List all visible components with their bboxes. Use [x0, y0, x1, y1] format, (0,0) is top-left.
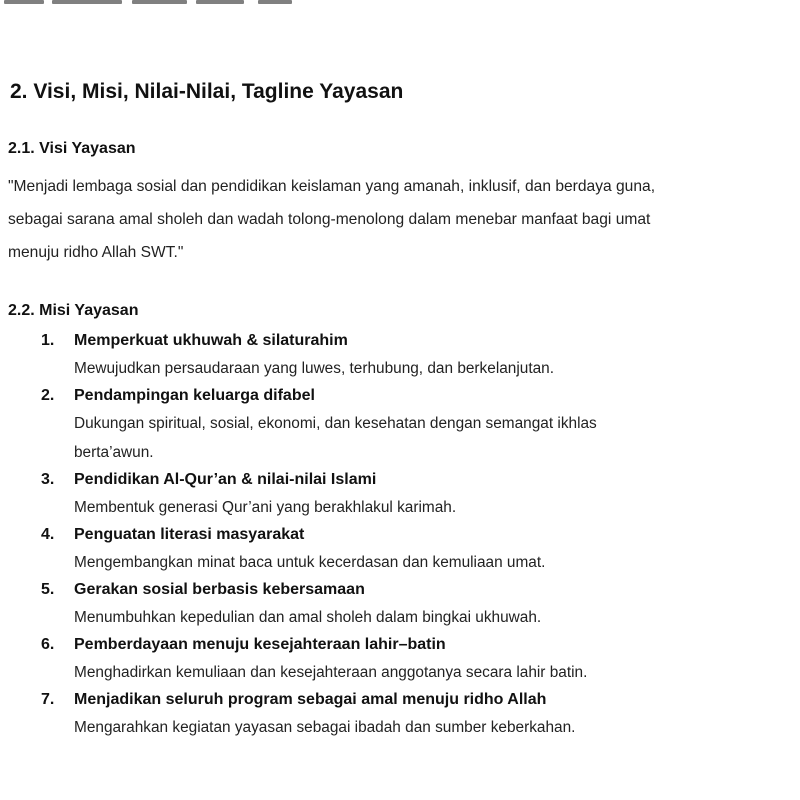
visi-title: 2.1. Visi Yayasan	[8, 140, 136, 157]
misi-item-description	[74, 409, 800, 467]
misi-desc-line: Dukungan spiritual, sosial, ekonomi, dan kesehatan dengan semangat ikhlas	[74, 415, 597, 432]
misi-item-description	[74, 493, 800, 522]
misi-item-number: 4.	[41, 526, 55, 543]
misi-list	[0, 328, 800, 742]
misi-item-heading: Pendampingan keluarga difabel	[74, 387, 315, 404]
misi-item-description	[74, 658, 800, 687]
misi-item-number: 2.	[41, 387, 55, 404]
misi-item-number: 7.	[41, 691, 55, 708]
misi-item-heading: Memperkuat ukhuwah & silaturahim	[74, 332, 348, 349]
misi-desc-line: Mewujudkan persaudaraan yang luwes, terhubung, dan berkelanjutan.	[74, 360, 555, 377]
misi-item-number: 3.	[41, 471, 55, 488]
misi-item	[0, 383, 800, 467]
misi-desc-line: Mengarahkan kegiatan yayasan sebagai ibadah dan sumber keberkahan.	[74, 719, 576, 736]
misi-item-heading: Penguatan literasi masyarakat	[74, 526, 305, 543]
visi-paragraph	[8, 170, 798, 269]
misi-item-heading: Gerakan sosial berbasis kebersamaan	[74, 581, 365, 598]
misi-item	[0, 687, 800, 742]
misi-item-heading: Menjadikan seluruh program sebagai amal menuju ridho Allah	[74, 691, 547, 708]
misi-item	[0, 467, 800, 522]
misi-item-number: 1.	[41, 332, 55, 349]
section-title: 2. Visi, Misi, Nilai-Nilai, Tagline Yayasan	[10, 80, 404, 103]
misi-desc-line: Menghadirkan kemuliaan dan kesejahteraan anggotanya secara lahir batin.	[74, 664, 588, 681]
misi-item	[0, 328, 800, 383]
misi-item-description	[74, 713, 800, 742]
misi-item-description	[74, 548, 800, 577]
misi-item	[0, 522, 800, 577]
visi-line: "Menjadi lembaga sosial dan pendidikan keislaman yang amanah, inklusif, dan berdaya guna,	[8, 178, 656, 195]
misi-item-number: 6.	[41, 636, 55, 653]
misi-desc-line: berta’awun.	[74, 444, 154, 461]
cropped-text-fragment	[0, 0, 800, 10]
misi-item-heading: Pemberdayaan menuju kesejahteraan lahir–batin	[74, 636, 446, 653]
misi-desc-line: Mengembangkan minat baca untuk kecerdasan dan kemuliaan umat.	[74, 554, 546, 571]
misi-item	[0, 632, 800, 687]
misi-item-description	[74, 354, 800, 383]
misi-desc-line: Membentuk generasi Qur’ani yang berakhlakul karimah.	[74, 499, 457, 516]
visi-line: sebagai sarana amal sholeh dan wadah tolong-menolong dalam menebar manfaat bagi umat	[8, 211, 651, 228]
misi-item-heading: Pendidikan Al-Qur’an & nilai-nilai Islami	[74, 471, 377, 488]
visi-line: menuju ridho Allah SWT."	[8, 244, 184, 261]
misi-desc-line: Menumbuhkan kepedulian dan amal sholeh dalam bingkai ukhuwah.	[74, 609, 542, 626]
misi-title: 2.2. Misi Yayasan	[8, 302, 139, 319]
misi-item-description	[74, 603, 800, 632]
misi-item-number: 5.	[41, 581, 55, 598]
misi-item	[0, 577, 800, 632]
